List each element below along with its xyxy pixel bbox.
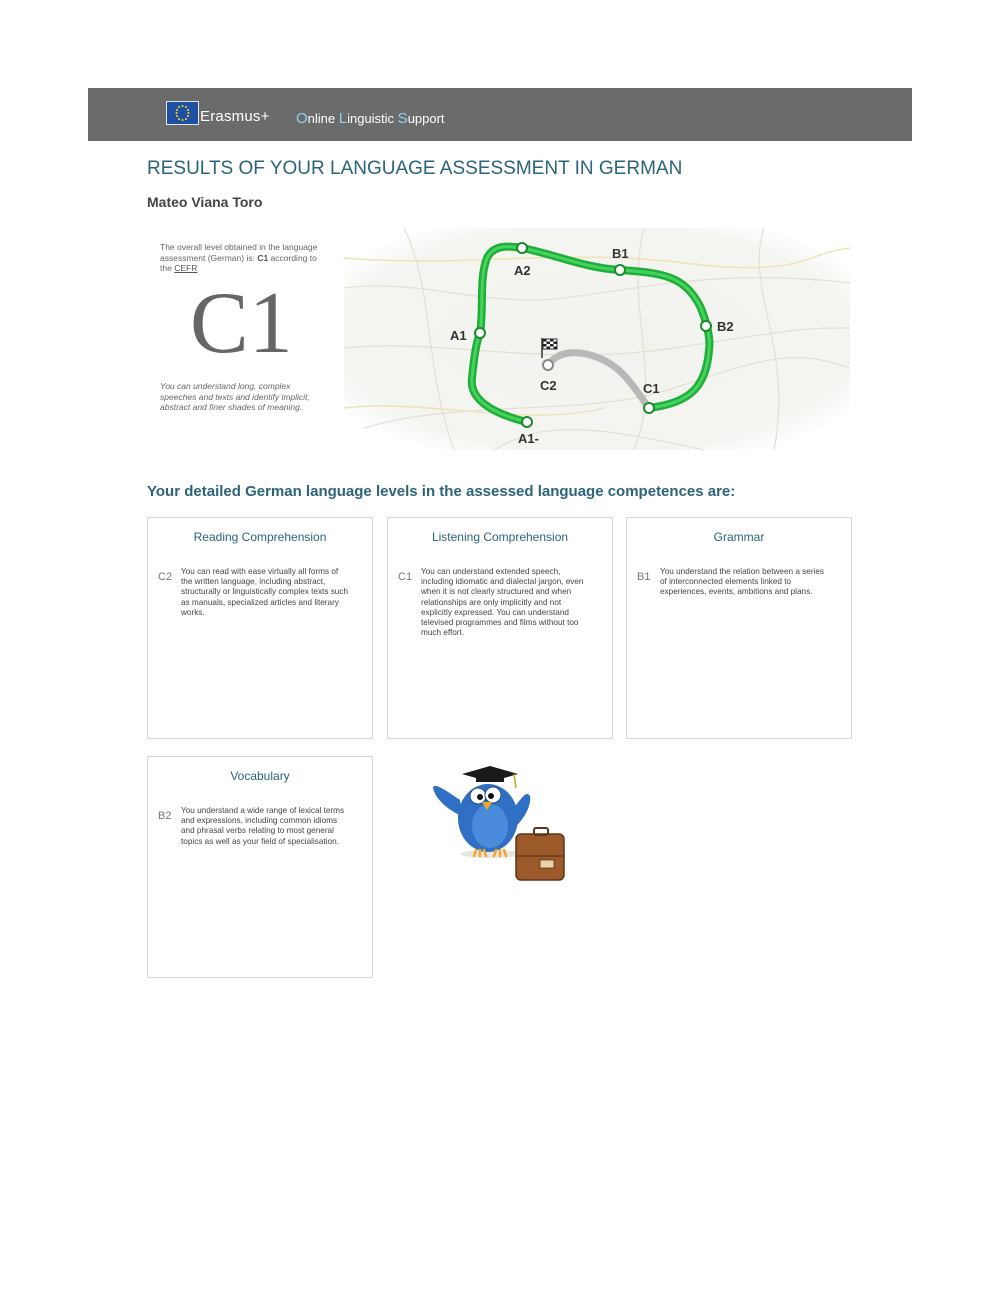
competences-subtitle: Your detailed German language levels in the assessed language competences are: xyxy=(147,483,736,500)
app-title-rest-2: inguistic xyxy=(347,111,398,126)
card-title: Vocabulary xyxy=(230,769,290,783)
overall-level-inline: C1 xyxy=(257,252,269,263)
competence-card-reading xyxy=(147,517,373,739)
suitcase-icon xyxy=(516,828,564,880)
node-a2 xyxy=(517,243,527,253)
mascot-bird-icon xyxy=(430,760,572,886)
app-title xyxy=(296,110,445,127)
card-description: You understand a wide range of lexical terms and expressions, including common idioms and phrasal verbs relating to most general topics as well as your field of specialisation. xyxy=(181,806,345,846)
overall-text-before: The overall level obtained in the language assessment (German) is: xyxy=(160,242,318,263)
label-a1-minus: A1- xyxy=(518,431,539,446)
competence-card-grammar xyxy=(626,517,852,739)
cefr-link[interactable]: CEFR xyxy=(174,263,198,273)
eu-flag-icon xyxy=(166,101,199,125)
competence-card-vocabulary xyxy=(147,756,373,978)
node-a1-minus xyxy=(522,417,532,427)
overall-level-description: You can understand long, complex speeches and texts and identify implicit, abstract and finer shades of meaning. xyxy=(160,381,310,412)
card-title: Reading Comprehension xyxy=(193,530,327,544)
card-level: B1 xyxy=(637,571,651,583)
level-route-map xyxy=(344,228,850,450)
app-title-cap-2: L xyxy=(338,110,348,127)
card-title: Listening Comprehension xyxy=(431,530,569,544)
card-level: B2 xyxy=(158,810,172,822)
node-c2 xyxy=(543,360,553,370)
card-description: You can understand extended speech, including idiomatic and dialectal jargon, even when it is not clearly structured and when relationships are only implicitly and not explicitly expressed. You can understand televised programmes and films without too much effort. xyxy=(421,567,584,638)
label-c1: C1 xyxy=(643,381,660,396)
header-bar xyxy=(88,88,912,141)
node-b2 xyxy=(701,321,711,331)
app-title-rest-3: upport xyxy=(407,111,445,126)
app-title-cap-3: S xyxy=(397,110,408,127)
brand-name: Erasmus+ xyxy=(200,108,270,125)
bird-wing-left xyxy=(433,786,462,816)
card-description: You can read with ease virtually all forms of the written language, including abstract, structurally or linguistically complex texts such as manuals, specialized articles and literary works. xyxy=(181,567,348,617)
page-title: RESULTS OF YOUR LANGUAGE ASSESSMENT IN GERMAN xyxy=(147,158,683,179)
card-level: C2 xyxy=(158,571,173,583)
person-name: Mateo Viana Toro xyxy=(147,194,263,210)
overall-text-after: according to the xyxy=(160,252,317,273)
node-a1 xyxy=(475,328,485,338)
overall-level-statement xyxy=(160,242,328,274)
node-b1 xyxy=(615,265,625,275)
competence-card-listening xyxy=(387,517,613,739)
label-c2: C2 xyxy=(540,378,557,393)
bird-belly xyxy=(472,804,508,848)
app-title-rest-1: nline xyxy=(307,111,339,126)
card-description: You understand the relation between a series of interconnected elements linked to experiences, events, ambitions and plans. xyxy=(660,567,825,597)
node-c1 xyxy=(644,403,654,413)
label-a2: A2 xyxy=(514,263,531,278)
bird-wing-right xyxy=(512,794,530,828)
label-b1: B1 xyxy=(612,246,629,261)
card-level: C1 xyxy=(398,571,413,583)
overall-big-level: C1 xyxy=(190,275,293,372)
card-title: Grammar xyxy=(713,530,765,544)
label-a1: A1 xyxy=(450,328,467,343)
label-b2: B2 xyxy=(717,319,734,334)
app-title-cap-1: O xyxy=(296,110,308,127)
